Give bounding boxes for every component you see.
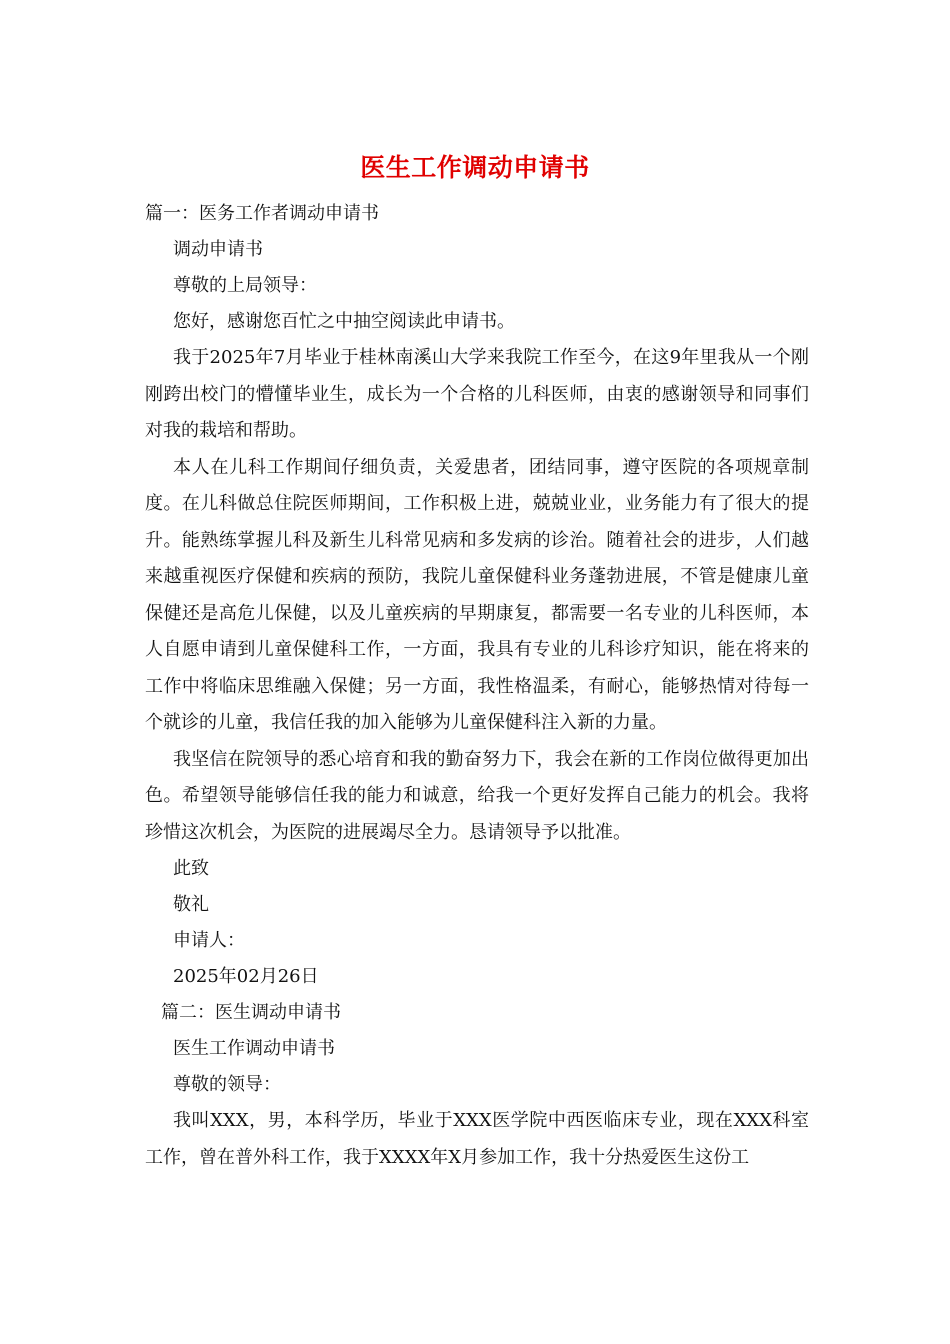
paragraph-1: 我于2025年7月毕业于桂林南溪山大学来我院工作至今，在这9年里我从一个刚刚跨出校门的懵懂毕业生，成长为一个合格的儿科医师，由衷的感谢领导和同事们对我的栽培和帮助。 xyxy=(145,347,809,441)
paragraph-3: 我坚信在院领导的悉心培育和我的勤奋努力下，我会在新的工作岗位做得更加出色。希望领导能够信任我的能力和诚意，给我一个更好发挥自己能力的机会。我将珍惜这次机会，为医院的进展竭尽全力。恳请领导予以批准。 xyxy=(145,748,809,843)
applicant-label: 申请人： xyxy=(173,930,245,951)
letter-title-1: 调动申请书 xyxy=(173,239,263,260)
letter-date: 2025年02月26日 xyxy=(173,966,319,987)
letter-title-2: 医生工作调动申请书 xyxy=(173,1038,335,1059)
document-title: 医生工作调动申请书 xyxy=(360,153,590,182)
paragraph-2: 本人在儿科工作期间仔细负责，关爱患者，团结同事，遵守医院的各项规章制度。在儿科做总住院医师期间，工作积极上进，兢兢业业，业务能力有了很大的提升。能熟练掌握儿科及新生儿科常见病和多发病的诊治。随着社会的进步，人们越来越重视医疗保健和疾病的预防，我院儿童保健科业务蓬勃进展，不管是健康儿童保健还是高危儿保健，以及儿童疾病的早期康复，都需要一名专业的儿科医师，本人自愿申请到儿童保健科工作，一方面，我具有专业的儿科诊疗知识，能在将来的工作中将临床思维融入保健；另一方面，我性格温柔，有耐心，能够热情对待每一个就诊的儿童，我信任我的加入能够为儿童保健科注入新的力量。 xyxy=(145,456,809,733)
greeting-line: 您好，感谢您百忙之中抽空阅读此申请书。 xyxy=(173,311,515,332)
salutation-1: 尊敬的上局领导： xyxy=(173,275,317,296)
document-body xyxy=(145,196,809,1176)
section-heading-2: 篇二：医生调动申请书 xyxy=(161,1002,341,1023)
section-heading-1: 篇一：医务工作者调动申请书 xyxy=(145,203,379,224)
closing-jingli: 敬礼 xyxy=(173,894,209,915)
closing-cizhi: 此致 xyxy=(173,858,209,879)
salutation-2: 尊敬的领导： xyxy=(173,1074,281,1095)
paragraph-4: 我叫XXX，男，本科学历，毕业于XXX医学院中西医临床专业，现在XXX科室工作，曾在普外科工作，我于XXXX年X月参加工作，我十分热爱医生这份工 xyxy=(145,1110,809,1168)
